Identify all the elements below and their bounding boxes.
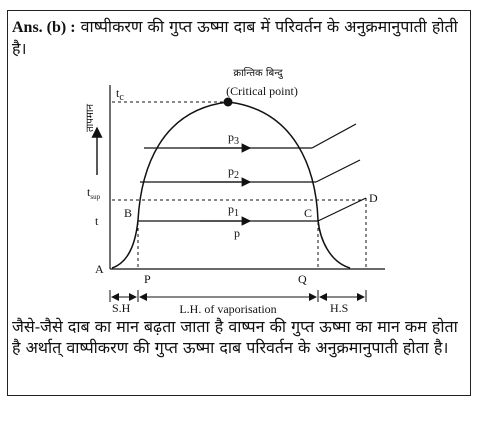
hs-label: H.S (330, 301, 349, 315)
point-b-label: B (124, 206, 133, 220)
p1-label: $p_1$ (228, 202, 239, 219)
p3-superheat-line (312, 124, 356, 148)
temperature-axis-label: तापमान (85, 103, 96, 133)
lh-label: L.H. of vaporisation (179, 302, 277, 316)
tsup-label: $t_{sup}$ (87, 185, 101, 201)
answer-text: वाष्पीकरण की गुप्त ऊष्मा दाब में परिवर्तन के अनुक्रमानुपाती होती है। (12, 17, 458, 58)
p2-superheat-line (316, 160, 360, 182)
point-d-label: D (369, 191, 378, 205)
point-p-label: P (144, 272, 151, 286)
critical-point-hindi-label: क्रान्तिक बिन्दु (233, 68, 283, 79)
p1-superheat-line (318, 198, 366, 221)
critical-point-label: (Critical point) (226, 84, 298, 98)
point-a-label: A (95, 262, 104, 276)
p2-label: $p_2$ (228, 164, 239, 181)
point-c-label: C (304, 206, 313, 220)
t-label: t (95, 214, 99, 228)
critical-point-marker (224, 98, 233, 107)
answer-lead: Ans. (b) : (12, 19, 76, 36)
saturation-dome (112, 102, 350, 268)
p3-label: $p_3$ (228, 130, 239, 147)
tc-label: $t_c$ (116, 86, 124, 103)
explanation-text: जैसे-जैसे दाब का मान बढ़ता जाता है वाष्पन की गुप्त ऊष्मा का मान कम होता है अर्थात् वाष्पीकरण की गुप्त ऊष्मा दाब परिवर्तन के अनुक्रमानुपाती होता है। (12, 317, 458, 357)
p-label: p (234, 226, 240, 240)
sh-label: S.H (112, 301, 131, 315)
point-q-label: Q (298, 272, 307, 286)
